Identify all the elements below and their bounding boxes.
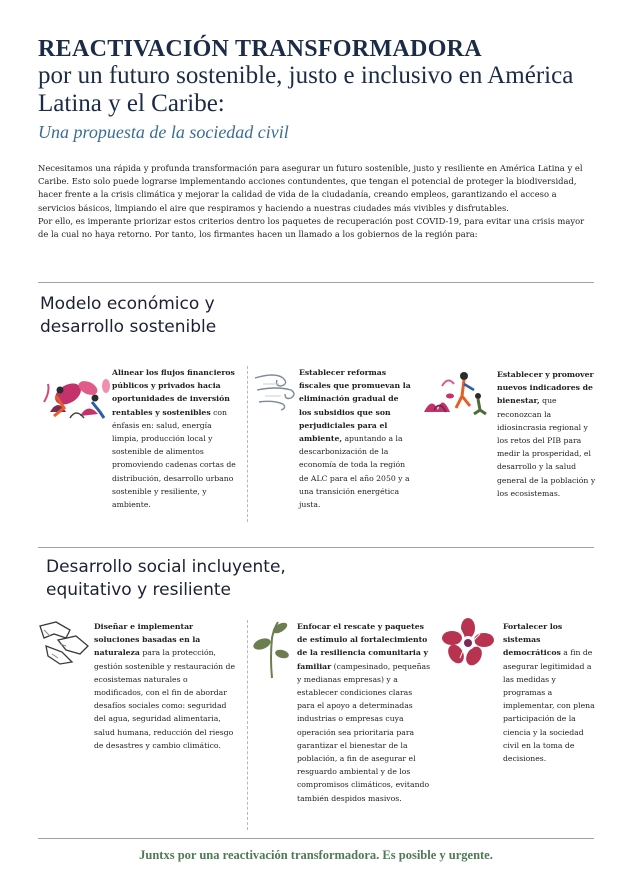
divider-dashed xyxy=(247,620,248,830)
section1-heading-line2: desarrollo sostenible xyxy=(40,317,217,337)
card-1-2-text: apuntando a la descarbonización de la economía de toda la región de ALC para el año 2050 y a una transición energética justa. xyxy=(299,434,410,510)
card-2-1 xyxy=(94,620,236,752)
divider-bottom xyxy=(38,838,594,839)
section1-heading xyxy=(40,293,216,339)
intro-paragraph-1: Necesitamos una rápida y profunda transformación para asegurar un futuro sostenible, justo y resiliente en América Latina y el Caribe. Esto solo puede lograrse implementando acciones contundentes, que tengan el potencial de proteger la biodiversidad, hacer frente a la crisis climática y mejorar la calidad de vida de la ciudadanía, creando empleos, garantizando el acceso a servicios básicos, limpiando el aire que respiramos y haciendo a nuestras ciudades más vivibles y disfrutables. xyxy=(38,163,583,213)
card-1-1 xyxy=(112,366,236,511)
card-2-1-bold: Diseñar e implementar soluciones basadas en la naturaleza xyxy=(94,622,201,658)
card-2-2-bold: Enfocar el rescate y paquetes de estímulo al fortalecimiento de la resiliencia comunitaria y familiar xyxy=(297,622,428,671)
card-2-3-bold: Fortalecer los sistemas democráticos xyxy=(503,622,563,658)
card-2-2 xyxy=(297,620,431,805)
card-2-3 xyxy=(503,620,595,765)
card-1-3 xyxy=(497,368,597,500)
card-2-3-text: a fin de asegurar legitimidad a las medidas y programas a implementar, con plena participación de la ciencia y la sociedad civil en la toma de decisiones. xyxy=(503,648,595,764)
people-plants-icon xyxy=(40,372,112,422)
card-1-1-bold: Alinear los flujos financieros públicos y privados hacia oportunidades de inversión rentables y sostenibles xyxy=(112,368,235,417)
card-1-2-bold: Establecer reformas fiscales que promuevan la eliminación gradual de los subsidios que son perjudiciales para el ambiente, xyxy=(299,368,411,444)
card-1-3-bold: Establecer y promover nuevos indicadores de bienestar, xyxy=(497,370,594,406)
card-1-2 xyxy=(299,366,411,511)
intro-text xyxy=(38,162,596,241)
section2-heading-line2: equitativo y resiliente xyxy=(46,580,232,600)
section1-heading-line1: Modelo económico y xyxy=(40,294,215,314)
title-line1: REACTIVACIÓN TRANSFORMADORA xyxy=(38,36,482,62)
divider-dashed xyxy=(247,366,248,522)
wind-icon xyxy=(253,370,299,412)
footer-tagline: Juntxs por una reactivación transformadora. Es posible y urgente. xyxy=(139,848,493,862)
flower-icon xyxy=(440,616,500,670)
divider-top xyxy=(38,282,594,283)
subtitle: Una propuesta de la sociedad civil xyxy=(38,122,289,142)
intro-paragraph-2: Por ello, es imperante priorizar estos criterios dentro los paquetes de recuperación post COVID-19, para evitar una crisis mayor de la cual no haya retorno. Por tanto, los firmantes hacen un llamado a los gobiernos de la región para: xyxy=(38,215,585,240)
title-line2: por un futuro sostenible, justo e inclusivo en América Latina y el Caribe: xyxy=(38,62,574,117)
hands-icon xyxy=(36,616,92,668)
card-2-2-text: (campesinado, pequeñas y medianas empresas) y a establecer condiciones claras para el apoyo a determinadas industrias o empresas cuya operación sea prioritaria para garantizar el bienestar de la población, a fin de asegurar el resguardo ambiental y de los compromisos climáticos, evitando también despidos masivos. xyxy=(297,661,431,803)
section2-heading-line1: Desarrollo social incluyente, xyxy=(46,557,286,577)
card-1-3-text: que reconozcan la idiosincrasia regional y los retos del PIB para medir la prosperidad, el desarrollo y la salud general de la población y los ecosistemas. xyxy=(497,396,596,498)
divider-middle xyxy=(38,547,594,548)
gardening-people-icon xyxy=(420,366,494,418)
card-2-1-text: para la protección, gestión sostenible y restauración de ecosistemas naturales o modificados, con el fin de abordar desafíos sociales como: seguridad del agua, seguridad alimentaria, salud humana, reducción del riesgo de desastres y cambio climático. xyxy=(94,648,236,750)
sprout-icon xyxy=(252,618,292,680)
section2-heading xyxy=(46,556,286,602)
card-1-1-text: con énfasis en: salud, energía limpia, producción local y sostenible de alimentos promoviendo cadenas cortas de distribución, desarrollo urbano sostenible y resiliente, y ambiente. xyxy=(112,407,236,510)
